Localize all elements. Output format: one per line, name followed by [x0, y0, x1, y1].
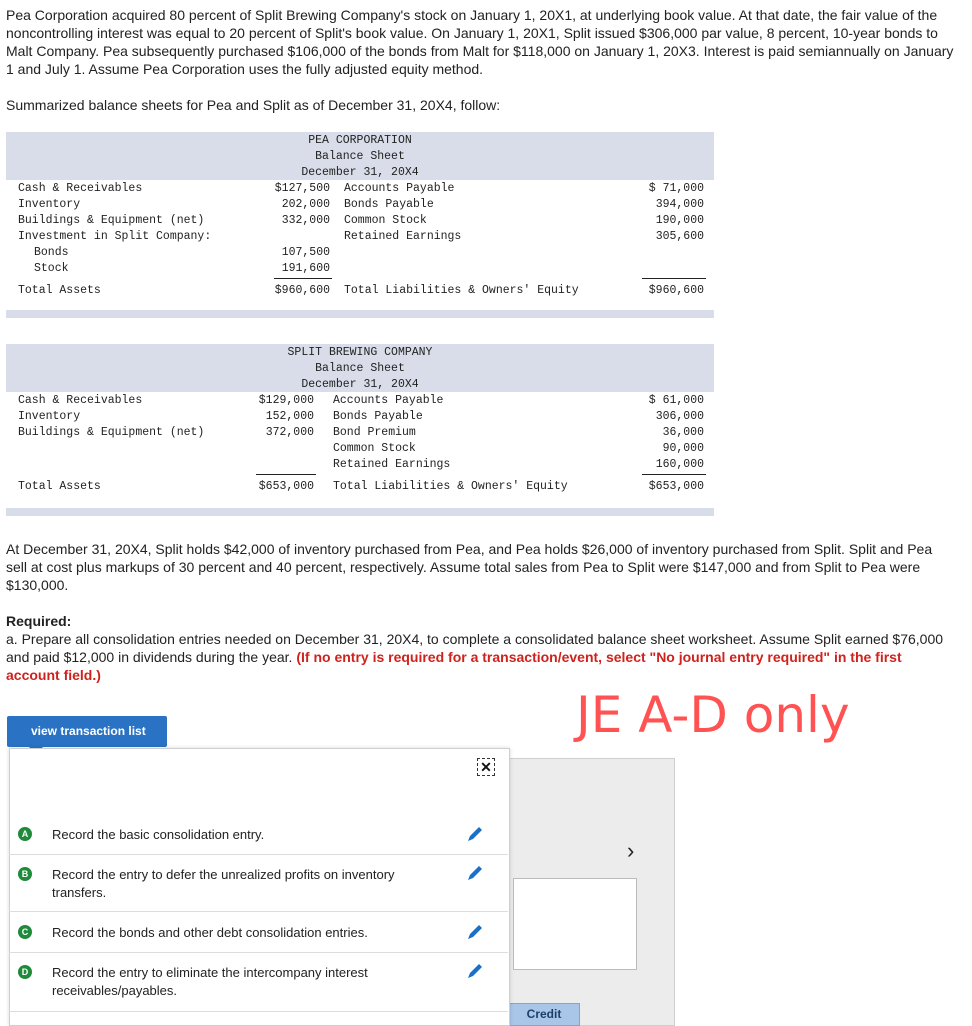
split-title: SPLIT BREWING COMPANY	[287, 346, 433, 359]
split-left-label: Inventory	[18, 410, 81, 423]
badge-d-icon: D	[18, 965, 32, 979]
pea-sheet-footer-band	[6, 310, 714, 318]
split-total-le-label: Total Liabilities & Owners' Equity	[333, 480, 568, 493]
pea-right-value: 394,000	[655, 198, 704, 211]
split-right-value: 160,000	[655, 458, 704, 471]
split-left-value: 152,000	[265, 410, 314, 423]
pea-right-value: 190,000	[655, 214, 704, 227]
pea-right-label: Accounts Payable	[344, 182, 455, 195]
pea-left-value: $127,500	[274, 182, 330, 195]
underline	[274, 278, 332, 279]
split-right-label: Retained Earnings	[333, 458, 451, 471]
split-right-value: 90,000	[662, 442, 704, 455]
pea-left-value: 107,500	[281, 246, 330, 259]
split-right-label: Accounts Payable	[333, 394, 444, 407]
entry-box[interactable]	[513, 878, 637, 970]
pea-subtitle: Balance Sheet	[315, 150, 405, 163]
credit-column-header: Credit	[508, 1003, 580, 1026]
pea-total-assets: $960,600	[274, 284, 330, 297]
pea-balance-sheet	[6, 132, 714, 320]
split-sheet-footer-band	[6, 508, 714, 516]
pea-left-label: Investment in Split Company:	[18, 230, 212, 243]
pea-left-label: Bonds	[34, 246, 69, 259]
pea-date: December 31, 20X4	[301, 166, 419, 179]
pea-left-label: Inventory	[18, 198, 81, 211]
pea-right-value: 305,600	[655, 230, 704, 243]
pencil-icon[interactable]	[466, 962, 484, 980]
pea-right-value: $ 71,000	[648, 182, 704, 195]
pencil-icon[interactable]	[466, 923, 484, 941]
split-right-label: Bonds Payable	[333, 410, 423, 423]
split-balance-sheet	[6, 344, 714, 518]
pea-total-le-label: Total Liabilities & Owners' Equity	[344, 284, 579, 297]
pea-total-assets-label: Total Assets	[18, 284, 101, 297]
underline	[642, 474, 706, 475]
underline	[642, 278, 706, 279]
close-icon[interactable]: ✕	[477, 758, 495, 776]
split-left-label: Buildings & Equipment (net)	[18, 426, 205, 439]
split-total-assets: $653,000	[258, 480, 314, 493]
split-left-value: $129,000	[258, 394, 314, 407]
split-right-value: 36,000	[662, 426, 704, 439]
split-total-assets-label: Total Assets	[18, 480, 101, 493]
split-right-label: Common Stock	[333, 442, 416, 455]
pea-left-value: 332,000	[281, 214, 330, 227]
pea-right-label: Common Stock	[344, 214, 427, 227]
required-instruction: a. Prepare all consolidation entries needed on December 31, 20X4, to complete a consolidated balance sheet worksheet. Assume Split earned $76,000 and paid $12,000 in dividends during the year.	[6, 631, 944, 665]
pea-left-value: 191,600	[281, 262, 330, 275]
pea-right-label: Bonds Payable	[344, 198, 434, 211]
pea-total-le: $960,600	[648, 284, 704, 297]
required-label: Required:	[6, 613, 72, 629]
split-right-value: $ 61,000	[648, 394, 704, 407]
next-chevron-icon[interactable]: ›	[627, 838, 635, 863]
view-transaction-list-button[interactable]: view transaction list	[7, 716, 167, 747]
transaction-text-b: Record the entry to defer the unrealized profits on inventory transfers.	[52, 867, 395, 900]
underline	[256, 474, 316, 475]
transaction-text-a: Record the basic consolidation entry.	[52, 827, 265, 842]
split-total-le: $653,000	[648, 480, 704, 493]
split-left-label: Cash & Receivables	[18, 394, 143, 407]
pea-right-label: Retained Earnings	[344, 230, 462, 243]
pea-left-label: Stock	[34, 262, 69, 275]
split-left-value: 372,000	[265, 426, 314, 439]
pea-left-value: 202,000	[281, 198, 330, 211]
je-note: JE A-D only	[576, 686, 850, 744]
pencil-icon[interactable]	[466, 825, 484, 843]
pea-left-label: Buildings & Equipment (net)	[18, 214, 205, 227]
split-date: December 31, 20X4	[301, 378, 419, 391]
split-right-label: Bond Premium	[333, 426, 416, 439]
split-right-value: 306,000	[655, 410, 704, 423]
badge-b-icon: B	[18, 867, 32, 881]
required-text	[6, 630, 956, 684]
problem-intro: Pea Corporation acquired 80 percent of Split Brewing Company's stock on January 1, 20X1, at underlying book value. At that date, the fair value of the noncontrolling interest was equal to 20 percent of Split's book value. On January 1, 20X1, Split issued $306,000 par value, 8 percent, 10-year bonds to Malt Company. Pea subsequently purchased $106,000 of the bonds from Malt for $118,000 on January 1, 20X3. Interest is paid semiannually on January 1 and July 1. Assume Pea Corporation uses the fully adjusted equity method.	[6, 7, 954, 77]
inventory-note: At December 31, 20X4, Split holds $42,000 of inventory purchased from Pea, and Pea holds $26,000 of inventory purchased from Split. Split and Pea sell at cost plus markups of 30 percent and 40 percent, respectively. Assume total sales from Pea to Split were $147,000 and from Split to Pea were $130,000.	[6, 541, 933, 593]
transaction-text-d: Record the entry to eliminate the intercompany interest receivables/payables.	[52, 965, 368, 998]
pea-left-label: Cash & Receivables	[18, 182, 143, 195]
split-subtitle: Balance Sheet	[315, 362, 405, 375]
summary-line: Summarized balance sheets for Pea and Split as of December 31, 20X4, follow:	[6, 97, 501, 113]
pencil-icon[interactable]	[466, 864, 484, 882]
badge-a-icon: A	[18, 827, 32, 841]
required-note: (If no entry is required for a transaction/event, select "No journal entry required" in the first account field.)	[6, 649, 902, 683]
pea-title: PEA CORPORATION	[308, 134, 412, 147]
transaction-text-c: Record the bonds and other debt consolidation entries.	[52, 925, 368, 940]
badge-c-icon: C	[18, 925, 32, 939]
